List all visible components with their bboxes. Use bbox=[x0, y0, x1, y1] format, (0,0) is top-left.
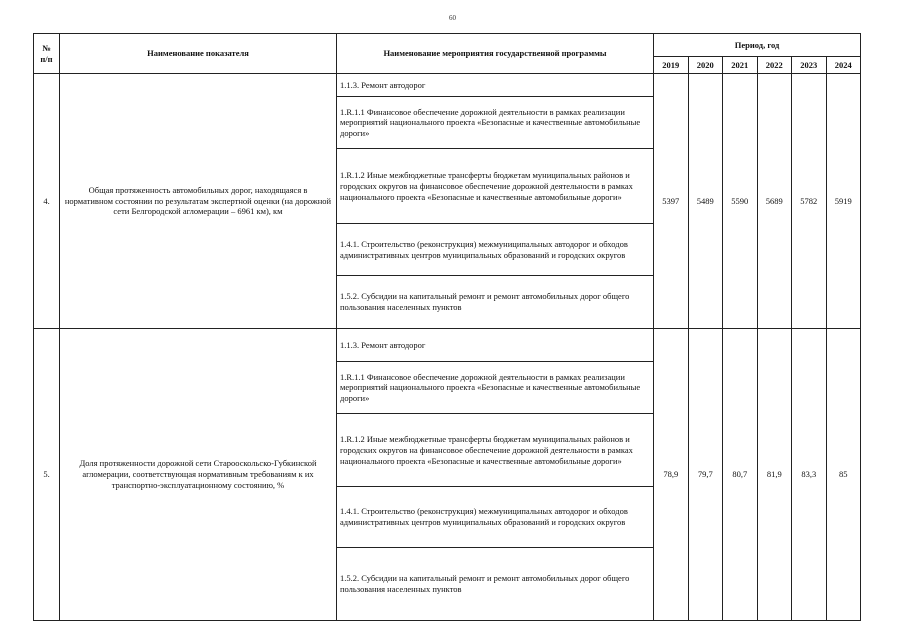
measure-item: 1.4.1. Строительство (реконструкция) межмуниципальных автодорог и обходов административных центров муниципальных образований и городских округов bbox=[337, 224, 654, 276]
row-number: 5. bbox=[34, 328, 60, 620]
header-year: 2024 bbox=[826, 57, 861, 74]
header-year: 2020 bbox=[688, 57, 723, 74]
measure-item: 1.R.1.1 Финансовое обеспечение дорожной деятельности в рамках реализации мероприятий национального проекта «Безопасные и качественные автомобильные дороги» bbox=[337, 96, 654, 148]
header-measure-name: Наименование мероприятия государственной программы bbox=[337, 34, 654, 74]
measure-item: 1.1.3. Ремонт автодорог bbox=[337, 74, 654, 97]
indicator-name: Общая протяженность автомобильных дорог, находящаяся в нормативном состоянии по результатам экспертной оценки (на дорожной сети Белгородской агломерации – 6961 км), км bbox=[60, 74, 337, 329]
value-cell: 83,3 bbox=[792, 328, 827, 620]
page-number: 60 bbox=[449, 14, 456, 22]
measure-item: 1.5.2. Субсидии на капитальный ремонт и ремонт автомобильных дорог общего пользования населенных пунктов bbox=[337, 547, 654, 620]
header-indicator-name: Наименование показателя bbox=[60, 34, 337, 74]
measure-item: 1.R.1.2 Иные межбюджетные трансферты бюджетам муниципальных районов и городских округов на финансовое обеспечение дорожной деятельности в рамках национального проекта «Безопасные и качественные автомобильные дороги» bbox=[337, 149, 654, 224]
value-cell: 5397 bbox=[654, 74, 689, 329]
value-cell: 81,9 bbox=[757, 328, 792, 620]
indicator-name: Доля протяженности дорожной сети Старооскольско-Губкинской агломерации, соответствующая нормативным требованиям к их транспортно-эксплуатационному состоянию, % bbox=[60, 328, 337, 620]
value-cell: 78,9 bbox=[654, 328, 689, 620]
value-cell: 80,7 bbox=[723, 328, 758, 620]
measure-item: 1.5.2. Субсидии на капитальный ремонт и ремонт автомобильных дорог общего пользования населенных пунктов bbox=[337, 276, 654, 328]
row-number: 4. bbox=[34, 74, 60, 329]
measure-item: 1.R.1.1 Финансовое обеспечение дорожной деятельности в рамках реализации мероприятий национального проекта «Безопасные и качественные автомобильные дороги» bbox=[337, 362, 654, 414]
header-year: 2022 bbox=[757, 57, 792, 74]
value-cell: 5689 bbox=[757, 74, 792, 329]
header-year: 2021 bbox=[723, 57, 758, 74]
value-cell: 5919 bbox=[826, 74, 861, 329]
measure-item: 1.R.1.2 Иные межбюджетные трансферты бюджетам муниципальных районов и городских округов на финансовое обеспечение дорожной деятельности в рамках национального проекта «Безопасные и качественные автомобильные дороги» bbox=[337, 414, 654, 487]
indicators-table bbox=[33, 33, 861, 621]
header-num: № п/п bbox=[34, 34, 60, 74]
value-cell: 5590 bbox=[723, 74, 758, 329]
value-cell: 79,7 bbox=[688, 328, 723, 620]
value-cell: 85 bbox=[826, 328, 861, 620]
header-year: 2023 bbox=[792, 57, 827, 74]
header-year: 2019 bbox=[654, 57, 689, 74]
table-row bbox=[34, 74, 861, 97]
header-row bbox=[34, 34, 861, 57]
measure-item: 1.4.1. Строительство (реконструкция) межмуниципальных автодорог и обходов административных центров муниципальных образований и городских округов bbox=[337, 487, 654, 548]
value-cell: 5782 bbox=[792, 74, 827, 329]
measure-item: 1.1.3. Ремонт автодорог bbox=[337, 328, 654, 361]
table-row bbox=[34, 328, 861, 361]
value-cell: 5489 bbox=[688, 74, 723, 329]
header-period: Период, год bbox=[654, 34, 861, 57]
